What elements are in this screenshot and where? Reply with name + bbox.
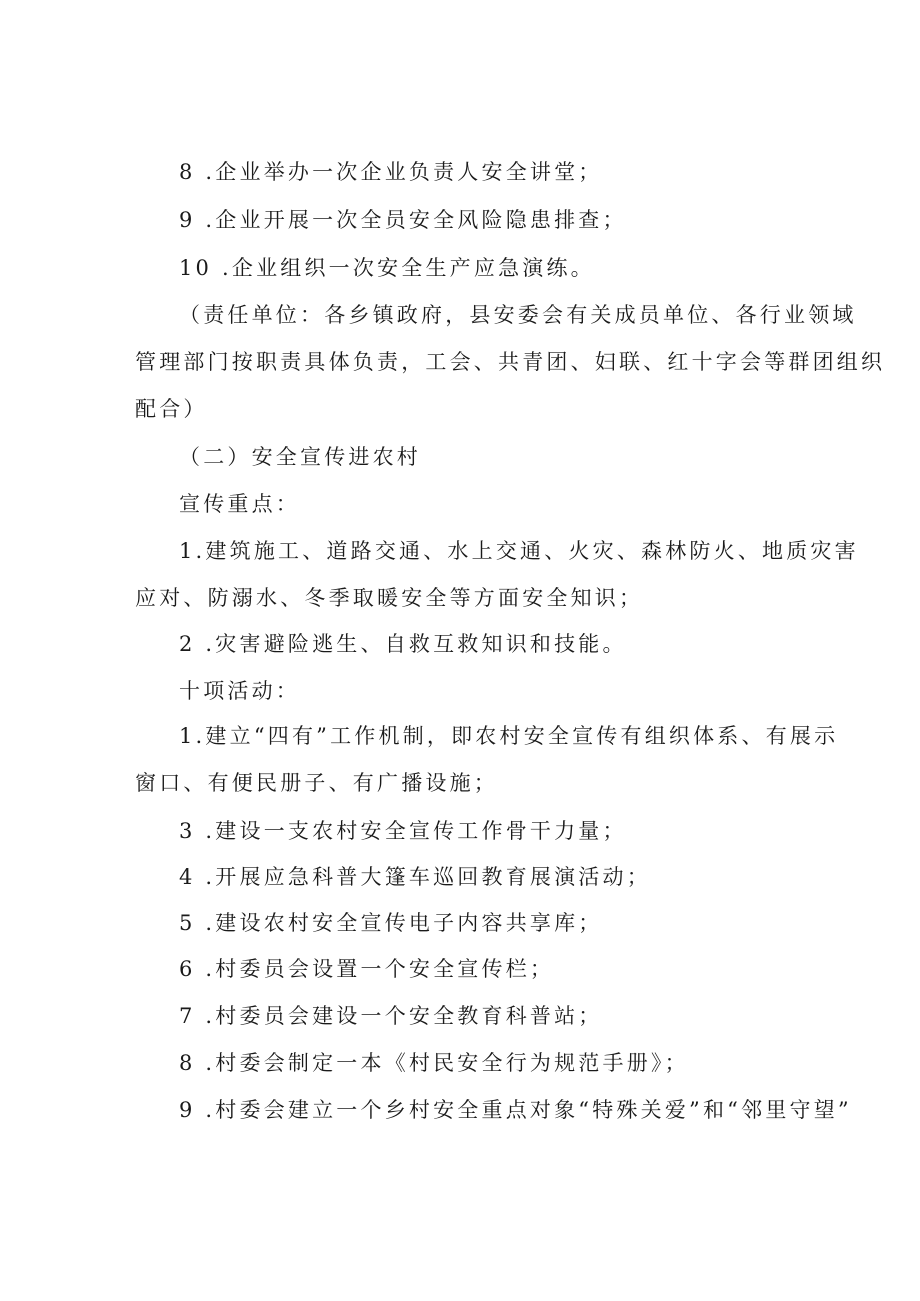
item-8-enterprise-lecture: 8 .企业举办一次企业负责人安全讲堂； [179, 160, 603, 184]
activity-1-line-2: 窗口、有便民册子、有广播设施； [135, 771, 498, 795]
activity-5: 5 .建设农村安全宣传电子内容共享库； [179, 911, 603, 935]
activity-1-line-1: 1.建立“四有”工作机制，即农村安全宣传有组织体系、有展示 [179, 724, 839, 748]
activity-4: 4 .开展应急科普大篷车巡回教育展演活动； [179, 865, 651, 889]
activity-8: 8 .村委会制定一本《村民安全行为规范手册》； [179, 1051, 689, 1075]
activity-7: 7 .村委员会建设一个安全教育科普站； [179, 1004, 603, 1028]
item-9-risk-inspection: 9 .企业开展一次全员安全风险隐患排查； [179, 208, 627, 232]
activity-3: 3 .建设一支农村安全宣传工作骨干力量； [179, 819, 627, 843]
focus-item-1-line-1: 1.建筑施工、道路交通、水上交通、火灾、森林防火、地质灾害 [179, 539, 859, 563]
ten-activities-heading: 十项活动： [179, 679, 300, 703]
focus-item-2: 2 .灾害避险逃生、自救互救知识和技能。 [179, 632, 627, 656]
section-heading-rural: （二）安全宣传进农村 [179, 445, 421, 469]
responsibility-note-line-2: 管理部门按职责具体负责，工会、共青团、妇联、红十字会等群团组织 [135, 350, 886, 374]
publicity-focus-heading: 宣传重点： [179, 492, 300, 516]
activity-6: 6 .村委员会设置一个安全宣传栏； [179, 957, 555, 981]
item-10-emergency-drill: 10 .企业组织一次安全生产应急演练。 [179, 256, 595, 280]
focus-item-1-line-2: 应对、防溺水、冬季取暖安全等方面安全知识； [135, 586, 644, 610]
activity-9: 9 .村委会建立一个乡村安全重点对象“特殊关爱”和“邻里守望” [179, 1098, 852, 1122]
responsibility-note-line-1: （责任单位：各乡镇政府，县安委会有关成员单位、各行业领域 [179, 303, 857, 327]
responsibility-note-line-3: 配合） [135, 397, 208, 421]
